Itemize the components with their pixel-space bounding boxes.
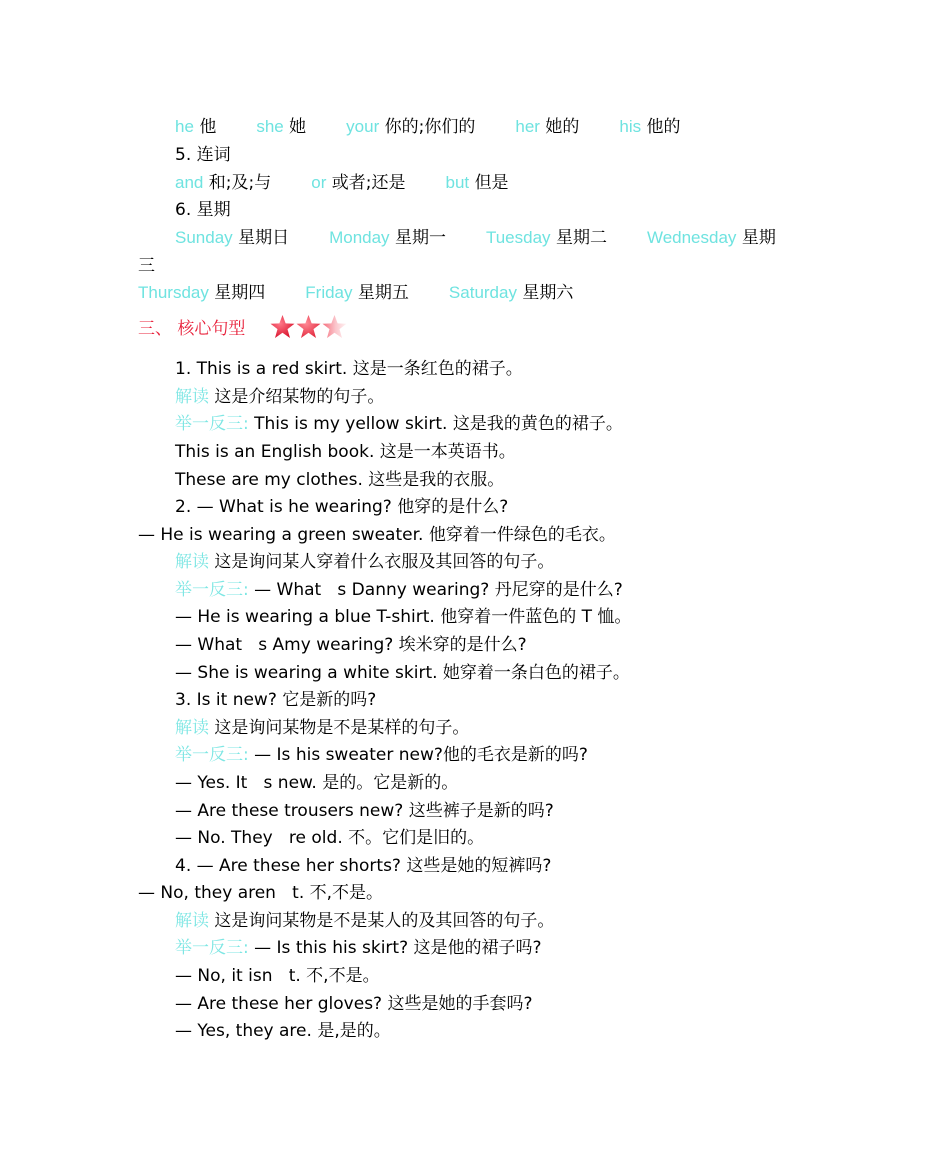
- days-row-1: [175, 227, 776, 249]
- word-en: or: [311, 173, 327, 192]
- days-row-2: [138, 282, 573, 304]
- example-line: — No. They re old. 不。它们是旧的。: [175, 828, 485, 848]
- word-cn: 星期日: [238, 228, 290, 248]
- word-en: Friday: [305, 283, 353, 302]
- examples-label: 举一反三:: [175, 938, 249, 958]
- star-icon: [296, 314, 321, 339]
- sentence-4: 4. — Are these her shorts? 这些是她的短裤吗?: [175, 856, 552, 876]
- example-text: — Is this his skirt? 这是他的裙子吗?: [254, 938, 542, 958]
- example-line: — Yes, they are. 是,是的。: [175, 1021, 391, 1041]
- week-title: 6. 星期: [175, 200, 231, 220]
- word-cn: 星期: [741, 228, 776, 248]
- explain-label: 解读: [175, 718, 209, 738]
- word-en: Thursday: [138, 283, 209, 302]
- word-en: Monday: [329, 228, 390, 247]
- sentence-2-answer: — He is wearing a green sweater. 他穿着一件绿色的毛衣。: [138, 525, 616, 545]
- sentence-4-example: [175, 937, 542, 959]
- explain-text: 这是介绍某物的句子。: [214, 387, 385, 407]
- explain-text: 这是询问某物是不是某样的句子。: [214, 718, 470, 738]
- example-text: — Is his sweater new?他的毛衣是新的吗?: [254, 745, 588, 765]
- word-en: his: [619, 117, 642, 136]
- word-cn: 你的;你们的: [384, 117, 476, 137]
- word-cn: 星期五: [357, 283, 409, 303]
- word-en: her: [515, 117, 540, 136]
- explain-text: 这是询问某物是不是某人的及其回答的句子。: [214, 911, 555, 931]
- sentence-4-answer: — No, they aren t. 不,不是。: [138, 883, 384, 903]
- pronoun-row: [175, 116, 681, 138]
- word-en: Tuesday: [485, 228, 551, 247]
- word-en: she: [256, 117, 284, 136]
- word-en: your: [346, 117, 380, 136]
- examples-label: 举一反三:: [175, 414, 249, 434]
- word-cn: 她的: [545, 117, 580, 137]
- explain-label: 解读: [175, 387, 209, 407]
- word-cn: 星期一: [394, 228, 446, 248]
- star-icon: [270, 314, 295, 339]
- word-en: he: [175, 117, 194, 136]
- word-cn: 和;及;与: [208, 173, 272, 193]
- word-cn: 但是: [474, 173, 509, 193]
- word-cn: 或者;还是: [331, 173, 406, 193]
- word-en: Wednesday: [646, 228, 737, 247]
- sentence-1: 1. This is a red skirt. 这是一条红色的裙子。: [175, 359, 523, 379]
- days-wrap: 三: [138, 256, 155, 276]
- word-cn: 星期六: [522, 283, 574, 303]
- example-line: These are my clothes. 这些是我的衣服。: [175, 470, 505, 490]
- example-line: — What s Amy wearing? 埃米穿的是什么?: [175, 635, 527, 655]
- example-line: This is an English book. 这是一本英语书。: [175, 442, 516, 462]
- word-cn: 他的: [646, 117, 681, 137]
- sentence-3-explain: [175, 717, 469, 739]
- example-line: — He is wearing a blue T-shirt. 他穿着一件蓝色的 T 恤。: [175, 607, 632, 627]
- conjunction-row: [175, 172, 509, 194]
- star-half-icon: [322, 314, 347, 339]
- sentence-1-explain: [175, 386, 384, 408]
- sentence-4-explain: [175, 910, 554, 932]
- word-cn: 星期二: [555, 228, 607, 248]
- example-text: This is my yellow skirt. 这是我的黄色的裙子。: [254, 414, 623, 434]
- explain-text: 这是询问某人穿着什么衣服及其回答的句子。: [214, 552, 555, 572]
- example-text: — What s Danny wearing? 丹尼穿的是什么?: [254, 580, 623, 600]
- word-cn: 星期四: [214, 283, 266, 303]
- example-line: — No, it isn t. 不,不是。: [175, 966, 380, 986]
- word-cn: 他: [199, 117, 217, 137]
- section-heading: 三、 核心句型: [138, 319, 246, 339]
- sentence-1-example: [175, 413, 623, 435]
- word-en: but: [445, 173, 470, 192]
- sentence-2-example: [175, 579, 623, 601]
- sentence-3-example: [175, 744, 588, 766]
- sentence-2: 2. — What is he wearing? 他穿的是什么?: [175, 497, 509, 517]
- sentence-2-explain: [175, 551, 554, 573]
- explain-label: 解读: [175, 552, 209, 572]
- examples-label: 举一反三:: [175, 745, 249, 765]
- word-en: and: [175, 173, 204, 192]
- example-line: — She is wearing a white skirt. 她穿着一条白色的裙子。: [175, 663, 630, 683]
- explain-label: 解读: [175, 911, 209, 931]
- example-line: — Yes. It s new. 是的。它是新的。: [175, 773, 459, 793]
- word-en: Sunday: [175, 228, 233, 247]
- examples-label: 举一反三:: [175, 580, 249, 600]
- star-rating: [270, 314, 348, 340]
- conjunction-title: 5. 连词: [175, 145, 231, 165]
- example-line: — Are these her gloves? 这些是她的手套吗?: [175, 994, 533, 1014]
- sentence-3: 3. Is it new? 它是新的吗?: [175, 690, 377, 710]
- example-line: — Are these trousers new? 这些裤子是新的吗?: [175, 801, 554, 821]
- word-en: Saturday: [448, 283, 517, 302]
- word-cn: 她: [289, 117, 307, 137]
